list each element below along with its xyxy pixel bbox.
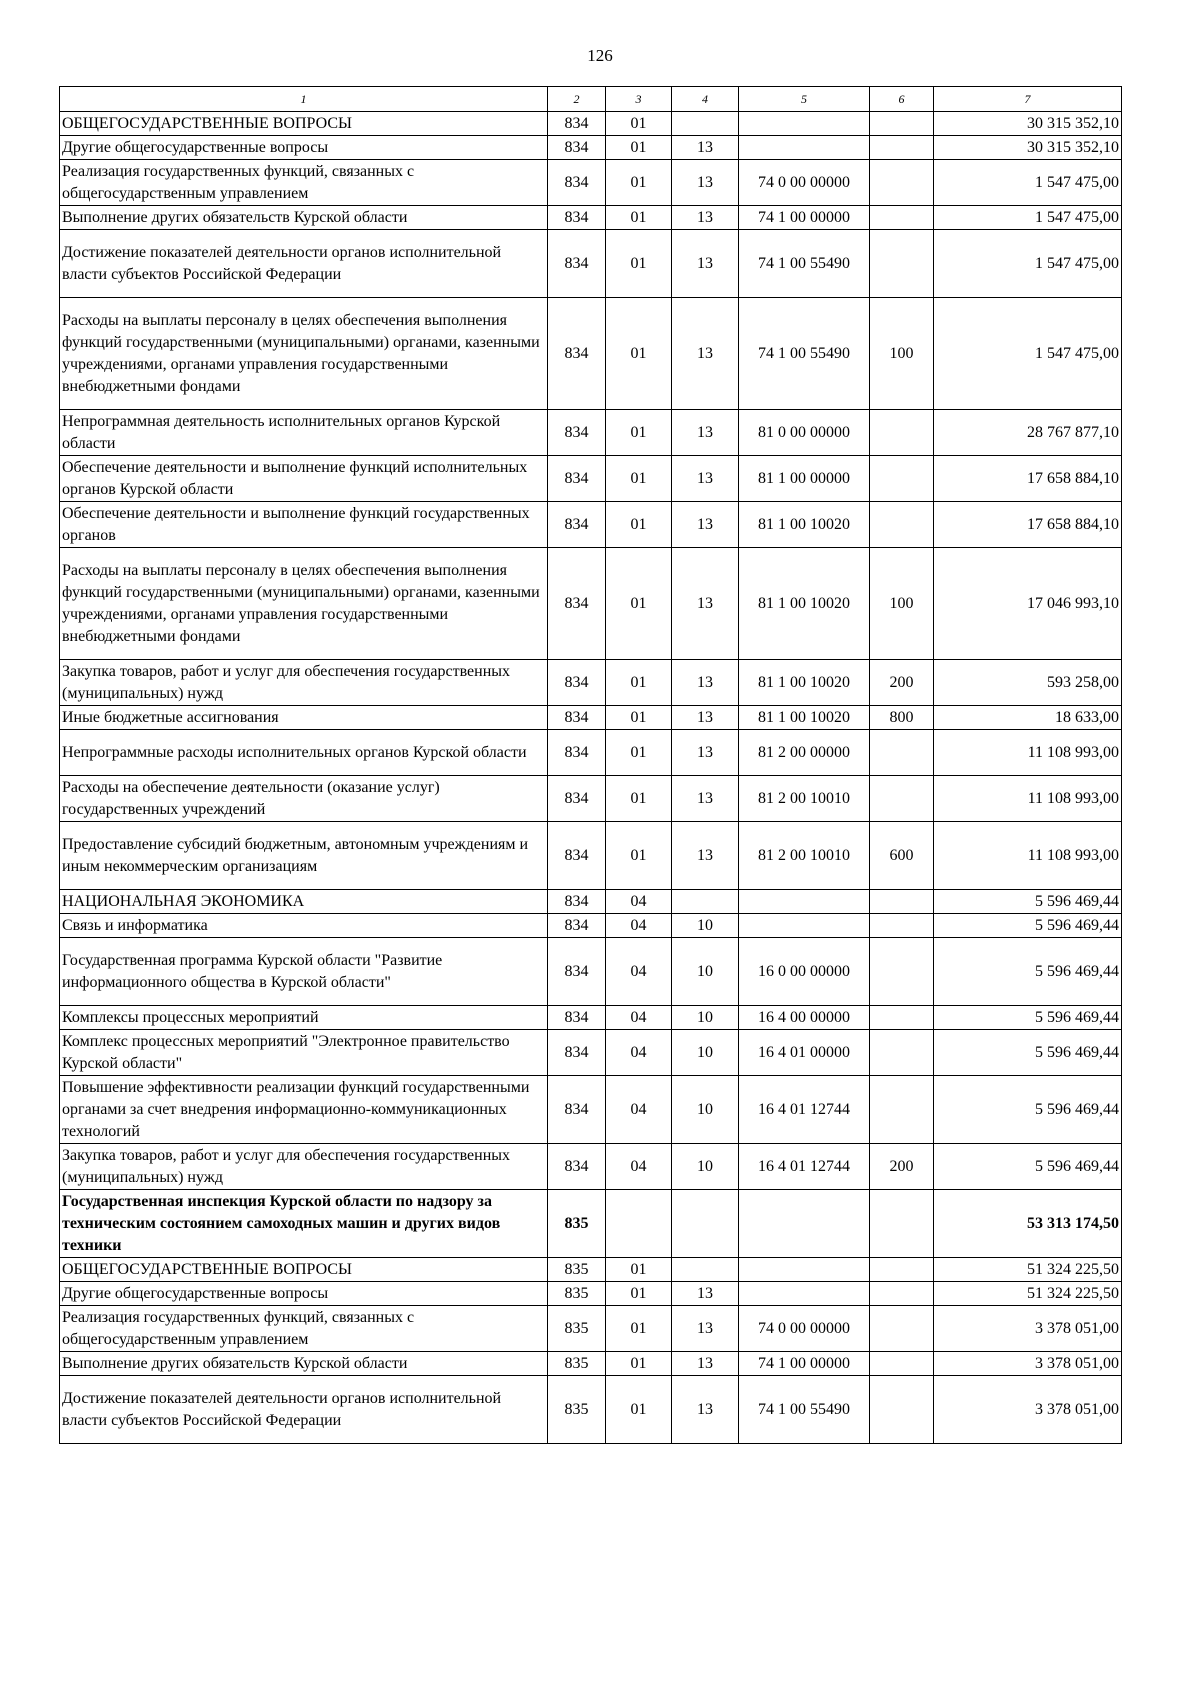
cell-target-article: 81 1 00 00000: [739, 456, 870, 502]
cell-section: 01: [606, 660, 672, 706]
cell-section: 01: [606, 706, 672, 730]
cell-grbs: 834: [548, 456, 606, 502]
table-row: [60, 660, 1122, 706]
cell-expense-type: [870, 1076, 934, 1144]
cell-subsection: 13: [672, 136, 739, 160]
cell-expense-type: [870, 230, 934, 298]
cell-expense-type: 600: [870, 822, 934, 890]
table-row: [60, 410, 1122, 456]
cell-target-article: 74 1 00 00000: [739, 1352, 870, 1376]
table-body: [60, 112, 1122, 1444]
cell-subsection: 13: [672, 660, 739, 706]
cell-name: Закупка товаров, работ и услуг для обеспечения государственных (муниципальных) нужд: [60, 660, 548, 706]
cell-subsection: 13: [672, 160, 739, 206]
cell-section: [606, 1190, 672, 1258]
cell-section: 01: [606, 456, 672, 502]
cell-name: Повышение эффективности реализации функций государственными органами за счет внедрения информационно-коммуникационных технологий: [60, 1076, 548, 1144]
cell-amount: 3 378 051,00: [934, 1352, 1122, 1376]
cell-target-article: 74 0 00 00000: [739, 1306, 870, 1352]
cell-expense-type: [870, 1258, 934, 1282]
header-col-3: 3: [606, 87, 672, 112]
cell-target-article: 74 1 00 55490: [739, 1376, 870, 1444]
cell-name: ОБЩЕГОСУДАРСТВЕННЫЕ ВОПРОСЫ: [60, 112, 548, 136]
cell-amount: 5 596 469,44: [934, 1076, 1122, 1144]
cell-subsection: [672, 1190, 739, 1258]
cell-grbs: 834: [548, 730, 606, 776]
table-row: [60, 822, 1122, 890]
cell-section: 01: [606, 730, 672, 776]
cell-target-article: 16 4 01 12744: [739, 1144, 870, 1190]
cell-subsection: 13: [672, 206, 739, 230]
cell-grbs: 834: [548, 206, 606, 230]
cell-section: 01: [606, 230, 672, 298]
cell-name: Выполнение других обязательств Курской области: [60, 206, 548, 230]
cell-section: 01: [606, 136, 672, 160]
cell-name: Расходы на выплаты персоналу в целях обеспечения выполнения функций государственными (муниципальными) органами, казенными учреждениями, органами управления государственными внебюджетными фондами: [60, 298, 548, 410]
cell-subsection: 10: [672, 914, 739, 938]
table-row: [60, 890, 1122, 914]
cell-amount: 17 658 884,10: [934, 456, 1122, 502]
table-row: [60, 1144, 1122, 1190]
cell-name: Предоставление субсидий бюджетным, автономным учреждениям и иным некоммерческим организациям: [60, 822, 548, 890]
cell-subsection: 10: [672, 1006, 739, 1030]
cell-amount: 1 547 475,00: [934, 206, 1122, 230]
cell-expense-type: [870, 1282, 934, 1306]
cell-amount: 28 767 877,10: [934, 410, 1122, 456]
cell-amount: 5 596 469,44: [934, 914, 1122, 938]
cell-subsection: 13: [672, 1282, 739, 1306]
cell-subsection: 13: [672, 1306, 739, 1352]
cell-expense-type: [870, 112, 934, 136]
table-row: [60, 1190, 1122, 1258]
cell-expense-type: [870, 456, 934, 502]
cell-amount: 30 315 352,10: [934, 136, 1122, 160]
table-header-row: [60, 87, 1122, 112]
cell-amount: 1 547 475,00: [934, 160, 1122, 206]
cell-name: Другие общегосударственные вопросы: [60, 1282, 548, 1306]
cell-name: НАЦИОНАЛЬНАЯ ЭКОНОМИКА: [60, 890, 548, 914]
cell-grbs: 835: [548, 1282, 606, 1306]
cell-amount: 5 596 469,44: [934, 1144, 1122, 1190]
cell-target-article: 74 1 00 00000: [739, 206, 870, 230]
cell-target-article: 81 1 00 10020: [739, 706, 870, 730]
cell-expense-type: [870, 730, 934, 776]
cell-target-article: 81 2 00 10010: [739, 822, 870, 890]
cell-grbs: 834: [548, 914, 606, 938]
cell-amount: 17 046 993,10: [934, 548, 1122, 660]
cell-name: Закупка товаров, работ и услуг для обеспечения государственных (муниципальных) нужд: [60, 1144, 548, 1190]
cell-expense-type: [870, 1190, 934, 1258]
cell-expense-type: [870, 160, 934, 206]
cell-target-article: [739, 1258, 870, 1282]
cell-target-article: 16 0 00 00000: [739, 938, 870, 1006]
cell-expense-type: [870, 776, 934, 822]
cell-amount: 11 108 993,00: [934, 730, 1122, 776]
cell-expense-type: [870, 1030, 934, 1076]
budget-table: [59, 86, 1122, 1444]
cell-target-article: [739, 1190, 870, 1258]
cell-name: Государственная программа Курской области "Развитие информационного общества в Курской области": [60, 938, 548, 1006]
cell-expense-type: 200: [870, 660, 934, 706]
cell-expense-type: [870, 136, 934, 160]
table-row: [60, 206, 1122, 230]
header-col-5: 5: [739, 87, 870, 112]
cell-section: 01: [606, 1258, 672, 1282]
table-row: [60, 456, 1122, 502]
cell-expense-type: [870, 914, 934, 938]
cell-name: Реализация государственных функций, связанных с общегосударственным управлением: [60, 160, 548, 206]
cell-amount: 51 324 225,50: [934, 1258, 1122, 1282]
cell-target-article: 16 4 01 00000: [739, 1030, 870, 1076]
cell-name: Обеспечение деятельности и выполнение функций государственных органов: [60, 502, 548, 548]
cell-grbs: 834: [548, 548, 606, 660]
cell-target-article: [739, 914, 870, 938]
cell-grbs: 835: [548, 1258, 606, 1282]
table-row: [60, 298, 1122, 410]
cell-amount: 5 596 469,44: [934, 1030, 1122, 1076]
table-row: [60, 776, 1122, 822]
cell-section: 01: [606, 206, 672, 230]
cell-target-article: 81 0 00 00000: [739, 410, 870, 456]
cell-amount: 3 378 051,00: [934, 1376, 1122, 1444]
cell-name: Выполнение других обязательств Курской области: [60, 1352, 548, 1376]
table-row: [60, 1282, 1122, 1306]
cell-grbs: 834: [548, 1006, 606, 1030]
cell-amount: 51 324 225,50: [934, 1282, 1122, 1306]
cell-grbs: 834: [548, 822, 606, 890]
cell-section: 01: [606, 1352, 672, 1376]
cell-expense-type: 200: [870, 1144, 934, 1190]
cell-name: Непрограммные расходы исполнительных органов Курской области: [60, 730, 548, 776]
header-col-4: 4: [672, 87, 739, 112]
cell-grbs: 835: [548, 1352, 606, 1376]
cell-subsection: 10: [672, 1030, 739, 1076]
cell-subsection: 13: [672, 1352, 739, 1376]
cell-target-article: 81 1 00 10020: [739, 548, 870, 660]
cell-expense-type: [870, 1006, 934, 1030]
cell-subsection: 13: [672, 548, 739, 660]
cell-section: 01: [606, 112, 672, 136]
cell-subsection: [672, 890, 739, 914]
cell-section: 01: [606, 776, 672, 822]
cell-amount: 30 315 352,10: [934, 112, 1122, 136]
cell-subsection: 13: [672, 456, 739, 502]
table-row: [60, 230, 1122, 298]
cell-expense-type: [870, 1352, 934, 1376]
cell-grbs: 834: [548, 112, 606, 136]
cell-section: 04: [606, 1030, 672, 1076]
table-row: [60, 1352, 1122, 1376]
cell-section: 01: [606, 502, 672, 548]
cell-amount: 1 547 475,00: [934, 298, 1122, 410]
cell-target-article: 81 2 00 00000: [739, 730, 870, 776]
cell-grbs: 835: [548, 1376, 606, 1444]
cell-grbs: 834: [548, 1144, 606, 1190]
cell-name: Реализация государственных функций, связанных с общегосударственным управлением: [60, 1306, 548, 1352]
cell-expense-type: [870, 206, 934, 230]
table-row: [60, 1030, 1122, 1076]
cell-amount: 5 596 469,44: [934, 890, 1122, 914]
cell-name: Непрограммная деятельность исполнительных органов Курской области: [60, 410, 548, 456]
table-row: [60, 1376, 1122, 1444]
cell-grbs: 834: [548, 502, 606, 548]
cell-grbs: 834: [548, 298, 606, 410]
cell-subsection: 13: [672, 230, 739, 298]
table-row: [60, 160, 1122, 206]
cell-subsection: 10: [672, 938, 739, 1006]
cell-target-article: [739, 1282, 870, 1306]
table-row: [60, 730, 1122, 776]
header-col-2: 2: [548, 87, 606, 112]
cell-subsection: [672, 1258, 739, 1282]
cell-section: 01: [606, 1282, 672, 1306]
cell-amount: 593 258,00: [934, 660, 1122, 706]
cell-amount: 11 108 993,00: [934, 776, 1122, 822]
cell-subsection: 13: [672, 1376, 739, 1444]
cell-target-article: 16 4 00 00000: [739, 1006, 870, 1030]
cell-amount: 3 378 051,00: [934, 1306, 1122, 1352]
cell-amount: 11 108 993,00: [934, 822, 1122, 890]
cell-grbs: 834: [548, 1076, 606, 1144]
cell-grbs: 834: [548, 1030, 606, 1076]
cell-subsection: 13: [672, 502, 739, 548]
cell-subsection: 13: [672, 706, 739, 730]
cell-grbs: 834: [548, 890, 606, 914]
cell-section: 01: [606, 160, 672, 206]
cell-name: Расходы на выплаты персоналу в целях обеспечения выполнения функций государственными (муниципальными) органами, казенными учреждениями, органами управления государственными внебюджетными фондами: [60, 548, 548, 660]
cell-section: 01: [606, 548, 672, 660]
cell-section: 01: [606, 410, 672, 456]
table-row: [60, 112, 1122, 136]
cell-expense-type: [870, 938, 934, 1006]
cell-expense-type: [870, 1306, 934, 1352]
cell-target-article: 81 2 00 10010: [739, 776, 870, 822]
cell-section: 01: [606, 298, 672, 410]
cell-section: 04: [606, 890, 672, 914]
table-row: [60, 914, 1122, 938]
cell-grbs: 834: [548, 706, 606, 730]
cell-name: Достижение показателей деятельности органов исполнительной власти субъектов Российской Федерации: [60, 1376, 548, 1444]
table-row: [60, 706, 1122, 730]
cell-section: 04: [606, 1144, 672, 1190]
cell-grbs: 834: [548, 136, 606, 160]
table-row: [60, 1006, 1122, 1030]
cell-grbs: 834: [548, 938, 606, 1006]
cell-target-article: [739, 890, 870, 914]
cell-grbs: 834: [548, 660, 606, 706]
cell-grbs: 834: [548, 230, 606, 298]
cell-section: 01: [606, 1306, 672, 1352]
cell-name: Государственная инспекция Курской области по надзору за техническим состоянием самоходных машин и других видов техники: [60, 1190, 548, 1258]
cell-expense-type: [870, 890, 934, 914]
cell-target-article: 74 1 00 55490: [739, 230, 870, 298]
cell-target-article: [739, 112, 870, 136]
cell-subsection: 10: [672, 1144, 739, 1190]
cell-name: Связь и информатика: [60, 914, 548, 938]
cell-expense-type: [870, 502, 934, 548]
table-row: [60, 136, 1122, 160]
cell-section: 01: [606, 822, 672, 890]
cell-amount: 5 596 469,44: [934, 938, 1122, 1006]
cell-amount: 53 313 174,50: [934, 1190, 1122, 1258]
cell-subsection: 13: [672, 776, 739, 822]
cell-expense-type: 800: [870, 706, 934, 730]
header-col-1: 1: [60, 87, 548, 112]
cell-name: Расходы на обеспечение деятельности (оказание услуг) государственных учреждений: [60, 776, 548, 822]
cell-subsection: 13: [672, 822, 739, 890]
table-row: [60, 1258, 1122, 1282]
cell-target-article: 81 1 00 10020: [739, 660, 870, 706]
cell-section: 01: [606, 1376, 672, 1444]
cell-grbs: 835: [548, 1306, 606, 1352]
cell-target-article: 74 1 00 55490: [739, 298, 870, 410]
cell-expense-type: 100: [870, 298, 934, 410]
cell-target-article: 74 0 00 00000: [739, 160, 870, 206]
cell-section: 04: [606, 1006, 672, 1030]
cell-name: Комплекс процессных мероприятий "Электронное правительство Курской области": [60, 1030, 548, 1076]
cell-name: Комплексы процессных мероприятий: [60, 1006, 548, 1030]
header-col-6: 6: [870, 87, 934, 112]
table-row: [60, 938, 1122, 1006]
table-row: [60, 502, 1122, 548]
cell-amount: 1 547 475,00: [934, 230, 1122, 298]
page-number: 126: [587, 46, 613, 65]
cell-name: Иные бюджетные ассигнования: [60, 706, 548, 730]
cell-expense-type: [870, 1376, 934, 1444]
cell-section: 04: [606, 1076, 672, 1144]
cell-name: Другие общегосударственные вопросы: [60, 136, 548, 160]
cell-target-article: [739, 136, 870, 160]
cell-subsection: 13: [672, 730, 739, 776]
table-row: [60, 548, 1122, 660]
cell-name: Достижение показателей деятельности органов исполнительной власти субъектов Российской Федерации: [60, 230, 548, 298]
cell-grbs: 835: [548, 1190, 606, 1258]
table-row: [60, 1076, 1122, 1144]
cell-name: Обеспечение деятельности и выполнение функций исполнительных органов Курской области: [60, 456, 548, 502]
cell-expense-type: [870, 410, 934, 456]
cell-amount: 18 633,00: [934, 706, 1122, 730]
cell-subsection: 10: [672, 1076, 739, 1144]
cell-section: 04: [606, 914, 672, 938]
cell-name: ОБЩЕГОСУДАРСТВЕННЫЕ ВОПРОСЫ: [60, 1258, 548, 1282]
cell-amount: 17 658 884,10: [934, 502, 1122, 548]
cell-amount: 5 596 469,44: [934, 1006, 1122, 1030]
cell-grbs: 834: [548, 410, 606, 456]
cell-subsection: 13: [672, 410, 739, 456]
cell-target-article: 81 1 00 10020: [739, 502, 870, 548]
cell-target-article: 16 4 01 12744: [739, 1076, 870, 1144]
table-row: [60, 1306, 1122, 1352]
cell-section: 04: [606, 938, 672, 1006]
cell-expense-type: 100: [870, 548, 934, 660]
cell-subsection: 13: [672, 298, 739, 410]
cell-grbs: 834: [548, 160, 606, 206]
cell-subsection: [672, 112, 739, 136]
cell-grbs: 834: [548, 776, 606, 822]
header-col-7: 7: [934, 87, 1122, 112]
